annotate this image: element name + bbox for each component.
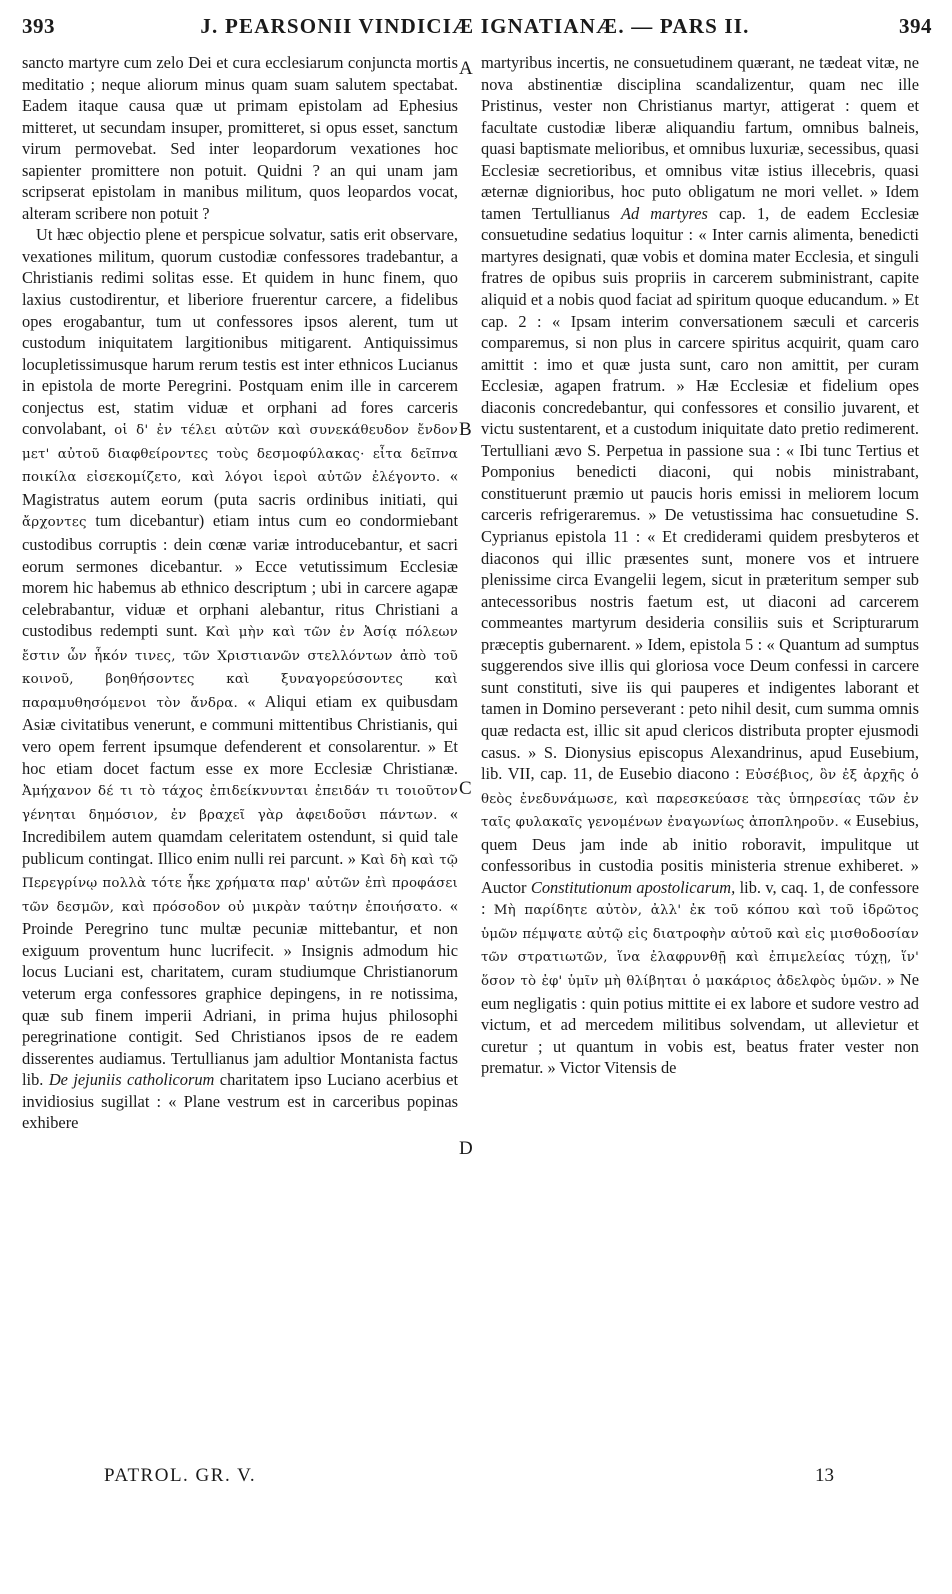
page-number-left: 393 xyxy=(22,14,55,38)
running-header xyxy=(18,8,932,42)
text-run: tum dicebantur) etiam intus cum eo condormiebant custodibus corruptis : dein cœnæ variæ introducebantur, et sacri eorum sermones dicebantur. » Ecce vetutissimum Ecclesiæ morem hic habemus ab ethnico descriptum ; ubi in carcere agapæ celebrabantur, viduæ et orphani alebantur, ritus Christiani a custodibus redempti sunt. xyxy=(22,511,458,641)
italic-title: Ad martyres xyxy=(620,203,708,223)
italic-title: De jejuniis catholicorum xyxy=(48,1070,215,1090)
footer-signature: 13 xyxy=(815,1465,834,1486)
greek-quote: Ἀμήχανον δέ τι τὸ τάχος ἐπιδείκνυνται ἐπειδάν τι τοιοῦτον γένηται δημόσιον, ἐν βραχεῖ γὰρ ἀφειδοῦσι πάντων. xyxy=(22,784,458,823)
running-title: J. PEARSONII VINDICIÆ IGNATIANÆ. — PARS II. xyxy=(200,14,750,38)
text-run: lib. v, caq. 1, de confessore : xyxy=(481,877,919,919)
greek-quote: Καὶ μὴν καὶ τῶν ἐν Ἀσίᾳ πόλεων ἔστιν ὧν ἧκόν τινες, τῶν Χριστιανῶν στελλόντων ἀπὸ τοῦ κοινοῦ, βοηθήσοντες καὶ ξυναγορεύσοντες καὶ παραμυθησόμενοι τὸν ἄνδρα. xyxy=(22,625,458,711)
right-column xyxy=(481,52,919,1079)
text-run: » Ne eum negligatis : quin potius mittite ei ex labore et sudore vestro ad victum, et ad mercedem militibus solvendam, ut allevietur et curetur ; ut quantum in vobis est, beatus frater vester non prematur. » Victor Vitensis de xyxy=(481,969,919,1078)
paragraph xyxy=(481,52,919,1079)
text-run: martyribus incertis, ne consuetudinem quærant, ne tædeat vitæ, ne nova abstinentiæ disciplina scandalizentur, quam nec ille Pristinus, vester non Christianus martyr, attigerat : quem et facultate custodiæ liberæ aliquandiu fartum, omnibus balneis, quasi baptismate melioribus, et omnibus luxuriæ, secessibus, quasi Ecclesiæ secretioribus, et omnibus vitæ istius illecebris, quasi æternæ dignioribus, hoc puto obligatum ne mori vellet. » Idem tamen Tertullianus xyxy=(481,53,919,223)
greek-quote: Μὴ παρίδητε αὐτὸν, ἀλλ' ἐκ τοῦ κόπου καὶ τοῦ ἱδρῶτος ὑμῶν πέμψατε αὐτῷ εἰς διατροφὴν αὐτοῦ καὶ εἰς μισθοδοσίαν τῶν στρατιωτῶν, ἵνα ἐλαφρυνθῇ καὶ ἐπιμελείας τύχῃ, ἵν' ὅσον τὸ ἐφ' ὑμῖν μὴ θλίβηται ὁ μακάριος ἀδελφὸς ὑμῶν. xyxy=(481,903,919,989)
greek-word: ἄρχοντες xyxy=(22,515,87,531)
left-column xyxy=(22,52,458,1134)
margin-letter-c: C xyxy=(459,778,472,799)
text-run: charitatem ipso Luciano acerbius et invidiosius sugillat : « Plane vestrum est in carceribus popinas exhibere xyxy=(22,1070,458,1133)
paragraph: sancto martyre cum zelo Dei et cura ecclesiarum conjuncta mortis meditatio ; neque aliorum minus quam suam salutem spectabat. Eadem itaque causa quæ ut primam epistolam ad Ephesius mitteret, ut secundam insuper, promitteret, si opus esset, sanctum virum permovebat. Sed inter leopardorum vexationes hoc sapienter promittere non potuit. Quidni ? an qui unam jam scripserat epistolam in manibus militum, quos leopardos vocat, alteram scribere non potuit ? xyxy=(22,53,458,223)
margin-letter-b: B xyxy=(459,419,472,440)
margin-letter-d: D xyxy=(459,1138,473,1159)
text-run: Ut hæc objectio plene et perspicue solvatur, satis erit observare, vexationes militum, quorum custodiæ confessores tradebantur, a Christianis redimi solitas esse. Et quidem in hunc finem, quo laxius custodirentur, et liberiore fruerentur carcere, a fidelibus opes erogabantur, tum ut confessores ipsos alerent, tum ut custodum iniquitatem largitionibus mitigarent. Antiquissimus locupletissimusque harum rerum testis est inter ethnicos Lucianus in epistola de morte Peregrini. Postquam enim ille in carcerem conjectus est, statim viduæ et orphani ad fores carceris convolabant, xyxy=(22,225,458,439)
paragraph xyxy=(22,224,458,1133)
greek-quote: Εὐσέβιος, ὃν ἐξ ἀρχῆς ὁ θεὸς ἐνεδυνάμωσε, καὶ παρεσκεύασε τὰς ὑπηρεσίας τῶν ἐν ταῖς φυλακαῖς γενομένων ἐναγωνίως ἀποπληροῦν. xyxy=(481,768,919,831)
text-run: « Magistratus autem eorum (puta sacris ordinibus initiati, qui xyxy=(22,466,458,509)
text-run: « Aliqui etiam ex quibusdam Asiæ civitatibus venerunt, e communi mittentibus Christianis, qui vero opem ferrent ipsumque defenderent et consolarentur. » Et hoc etiam docet factum esse ex more Ecclesiæ Christianæ. xyxy=(22,691,458,778)
footer-series: PATROL. GR. V. xyxy=(104,1465,257,1486)
text-run: « Proinde Peregrino tunc multæ pecuniæ mittebantur, et non exiguum proventum hunc lucrifecit. » Insignis admodum hic locus Luciani est, charitatem, curam studiumque Christianorum veterum erga confessores graphice depingens, in re notissima, quæ sub finem imperii Adriani, in prima hujus philosophi peregrinatione contigit. Sed Christianos ipsos de re eadem disserentes audiamus. Tertullianus jam adultior Montanista factus lib. xyxy=(22,895,458,1090)
italic-title: Constitutionum apostolicarum, xyxy=(530,877,736,897)
text-run: « Eusebius, quem Deus jam inde ab initio roboravit, impulitque ut confessoribus in custodia positis ministeria strenue exhiberet. » Auctor xyxy=(481,811,920,897)
greek-quote: Καὶ δὴ καὶ τῷ Περεγρίνῳ πολλὰ τότε ἧκε χρήματα παρ' αὐτῶν ἐπὶ προφάσει τῶν δεσμῶν, καὶ πρόσοδον οὐ μικρὰν ταύτην ἐποιήσατο. xyxy=(22,852,458,915)
page-number-right: 394 xyxy=(899,14,932,38)
greek-quote: οἱ δ' ἐν τέλει αὐτῶν καὶ συνεκάθευδον ἔνδον μετ' αὐτοῦ διαφθείροντες τοὺς δεσμοφύλακας· εἶτα δεῖπνα ποικίλα εἰσεκομίζετο, καὶ λόγοι ἱεροὶ αὐτῶν ἐλέγοντο. xyxy=(22,423,458,486)
text-run: cap. 1, de eadem Ecclesiæ consuetudine sedatius loquitur : « Inter carnis alimenta, benedicti martyres designati, quæ vobis et domina mater Ecclesia, et singuli fratres de opibus suis propriis in carcerem subministrant, capite aliquid et a nobis quod faciat ad spiritum quoque educandum. » Et cap. 2 : « Ipsam interim conversationem sæculi et carceris comparemus, si non plus in carcere spiritus acquirit, quam caro amittit : imo et quæ justa sunt, caro non amittit, per curam Ecclesiæ, agapen fratrum. » Hæ Ecclesiæ et fidelium opes diaconis concredebantur, qui confessores et consilio juvarent, et victu sustentarent, et a custodum iniquitate dato pretio redimerent. Tertulliani ævo S. Perpetua in passione sua : « Ibi tunc Tertius et Pomponius benedicti diaconi, qui nobis ministrabant, constituerunt præmio ut paucis horis emissi in meliorem locum carceris refrigeraremus. » De vetustissima hac consuetudine S. Cyprianus epistola 11 : « Et crediderami quidem presbyteros et diaconos qui illic præsentes sunt, monere vos et intruere plenissime circa Evangelii legem, sicut in præteritum semper sub antecessoribus nostris faetum est, ut diaconi ad carcerem commeantes martyrum desideria consiliis suis et Scripturarum præceptis gubernarent. » Idem, epistola 5 : « Quantum ad sumptus suggerendos sive illis qui gloriosa voce Deum confessi in carcere sunt constituti, sive iis qui pauperes et indigentes laborant et tamen in Domino perseverant : peto nihil desit, cum summa omnis quæ redacta est, illic sit apud clericos distributa propter ejusmodi casus. » S. Dionysius episcopus Alexandrinus, apud Eusebium, lib. VII, cap. 11, de Eusebio diacono : xyxy=(481,203,919,784)
margin-letter-a: A xyxy=(459,58,473,79)
text-run: « Incredibilem autem quamdam celeritatem ostendunt, si quid tale publicum contingat. Illico enim nulli rei parcunt. » xyxy=(22,803,458,868)
